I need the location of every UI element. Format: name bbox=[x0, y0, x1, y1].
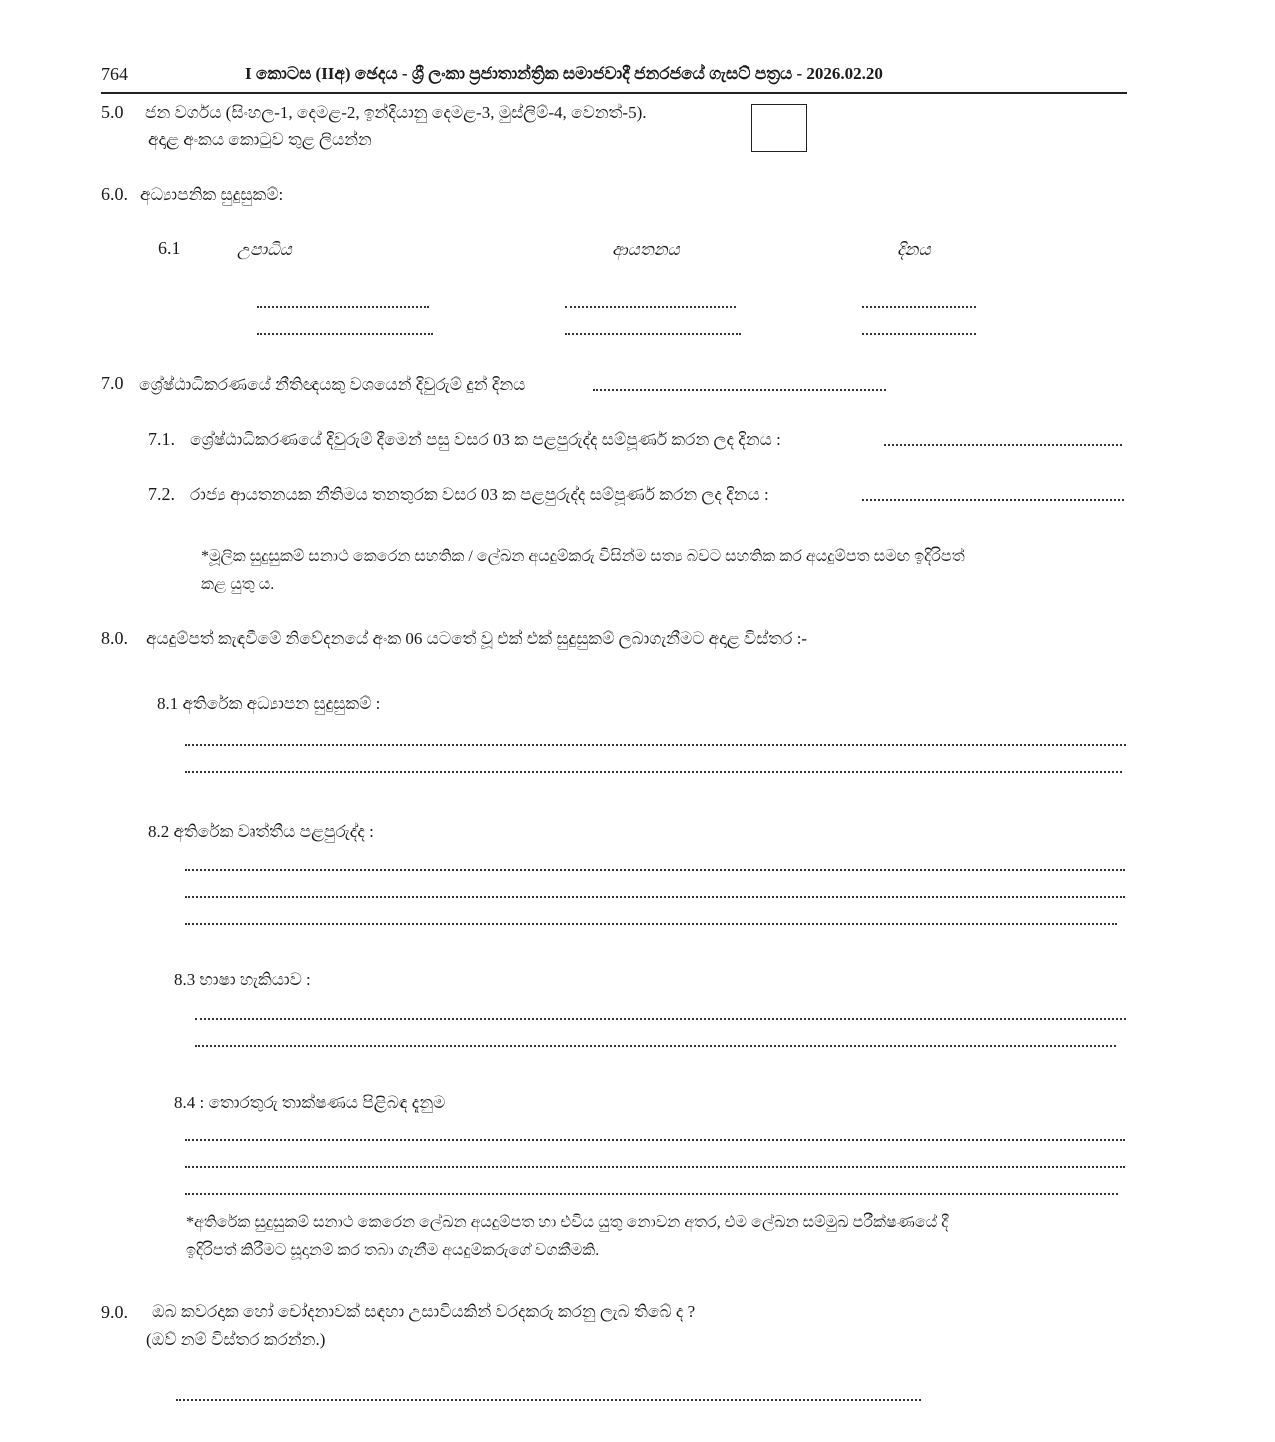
column-header-date: දිනය bbox=[897, 240, 931, 259]
institution-field-1[interactable] bbox=[565, 306, 736, 308]
date-field-1[interactable] bbox=[862, 306, 976, 308]
oath-date-field[interactable] bbox=[593, 389, 886, 391]
professional-experience-field-3[interactable] bbox=[185, 923, 1117, 925]
institution-field-2[interactable] bbox=[565, 333, 741, 335]
gazette-header-title: I කොටස (IIඅ) ඡෙදය - ශ්‍රී ලංකා ප්‍රජාතාන්ත්‍රික සමාජවාදී ජනරජයේ ගැසට් පත්‍රය - 2026.02.20 bbox=[245, 64, 883, 83]
degree-field-1[interactable] bbox=[257, 306, 429, 308]
section-8-2-label: 8.2 අතිරේක වෘත්තීය පළපුරුද්ද : bbox=[148, 822, 374, 841]
section-6-1-number: 6.1 bbox=[158, 238, 181, 258]
section-6-label: අධ්‍යාපනික සුදුසුකම්: bbox=[140, 185, 284, 204]
language-ability-field-2[interactable] bbox=[195, 1045, 1116, 1047]
professional-experience-field-1[interactable] bbox=[185, 869, 1125, 871]
section-7-note-line-2: කළ යුතු ය. bbox=[201, 576, 275, 593]
it-knowledge-field-2[interactable] bbox=[185, 1166, 1125, 1168]
section-8-number: 8.0. bbox=[101, 628, 128, 648]
section-8-note-line-1: *අතිරේක සුදුසුකම් සනාථ කෙරෙන ලේඛන අයදුම්පත හා එවිය යුතු නොවන අතර, එම ලේඛන සම්මුඛ පරීක්ෂණයේ දී bbox=[186, 1214, 949, 1231]
section-8-4-label: 8.4 : තොරතුරු තාක්ෂණය පිළිබඳ දැනුම bbox=[174, 1093, 446, 1112]
section-7-1-number: 7.1. bbox=[148, 429, 175, 449]
section-5-instruction: අදාළ අංකය කොටුව තුළ ලියන්න bbox=[148, 130, 372, 149]
section-7-2-number: 7.2. bbox=[148, 484, 175, 504]
it-knowledge-field-1[interactable] bbox=[185, 1139, 1125, 1141]
section-8-3-label: 8.3 භාෂා හැකියාව : bbox=[174, 970, 311, 989]
section-8-label: අයදුම්පත් කැඳවීමේ නිවේදනයේ අංක 06 යටතේ වූ එක් එක් සුදුසුකම් ලබාගැනීමට අදාළ විස්තර :- bbox=[146, 629, 808, 648]
section-7-label: ශ්‍රේෂ්ඨාධිකරණයේ නීතිඥයකු වශයෙන් දිවුරුම් දුන් දිනය bbox=[139, 375, 526, 394]
ethnicity-code-box[interactable] bbox=[751, 104, 807, 152]
date-field-2[interactable] bbox=[862, 333, 976, 335]
experience-completion-date-field[interactable] bbox=[884, 444, 1122, 446]
it-knowledge-field-3[interactable] bbox=[185, 1193, 1118, 1195]
section-7-note-line-1: *මූලික සුදුසුකම් සනාථ කෙරෙන සහතික / ලේඛන අයදුම්කරු විසින්ම සත්‍ය බවට සහතික කර අයදුම්පත සමඟ ඉදිරිපත් bbox=[201, 548, 965, 565]
section-6-number: 6.0. bbox=[101, 184, 128, 204]
section-7-number: 7.0 bbox=[101, 373, 124, 393]
conviction-details-field[interactable] bbox=[176, 1399, 921, 1401]
page-number: 764 bbox=[101, 64, 128, 84]
language-ability-field-1[interactable] bbox=[195, 1018, 1126, 1020]
additional-education-field-2[interactable] bbox=[185, 771, 1122, 773]
professional-experience-field-2[interactable] bbox=[185, 896, 1125, 898]
section-9-question: ඔබ කවරදාක හෝ චෝදනාවක් සඳහා උසාවියකින් වරදකරු කරනු ලැබ තිබේ ද ? bbox=[152, 1302, 696, 1321]
section-8-note-line-2: ඉදිරිපත් කිරීමට සූදානම් කර තබා ගැනීම අයදුම්කරුගේ වගකීමකි. bbox=[186, 1242, 600, 1259]
section-8-1-label: 8.1 අතිරේක අධ්‍යාපන සුදුසුකම් : bbox=[157, 694, 381, 713]
column-header-degree: උපාධිය bbox=[237, 240, 292, 259]
section-7-1-label: ශ්‍රේෂ්ඨාධිකරණයේ දිවුරුම් දීමෙන් පසු වසර 03 ක පළපුරුද්ද සම්පූර්ණ කරන ලද දිනය : bbox=[190, 430, 781, 449]
state-institution-date-field[interactable] bbox=[862, 499, 1124, 501]
section-5-number: 5.0 bbox=[101, 102, 124, 122]
section-7-2-label: රාජ්‍ය ආයතනයක නීතිමය තනතුරක වසර 03 ක පළපුරුද්ද සම්පූර්ණ කරන ලද දිනය : bbox=[190, 485, 769, 504]
additional-education-field-1[interactable] bbox=[185, 744, 1126, 746]
header-rule bbox=[101, 92, 1127, 94]
section-5-label: ජන වර්ගය (සිංහල-1, දෙමළ-2, ඉන්දියානු දෙමළ-3, මුස්ලිම්-4, වෙනත්-5). bbox=[145, 103, 647, 122]
column-header-institution: ආයතනය bbox=[612, 240, 680, 259]
degree-field-2[interactable] bbox=[257, 333, 433, 335]
section-9-number: 9.0. bbox=[101, 1302, 128, 1322]
section-9-instruction: (ඔව් නම් විස්තර කරන්න.) bbox=[146, 1330, 326, 1349]
